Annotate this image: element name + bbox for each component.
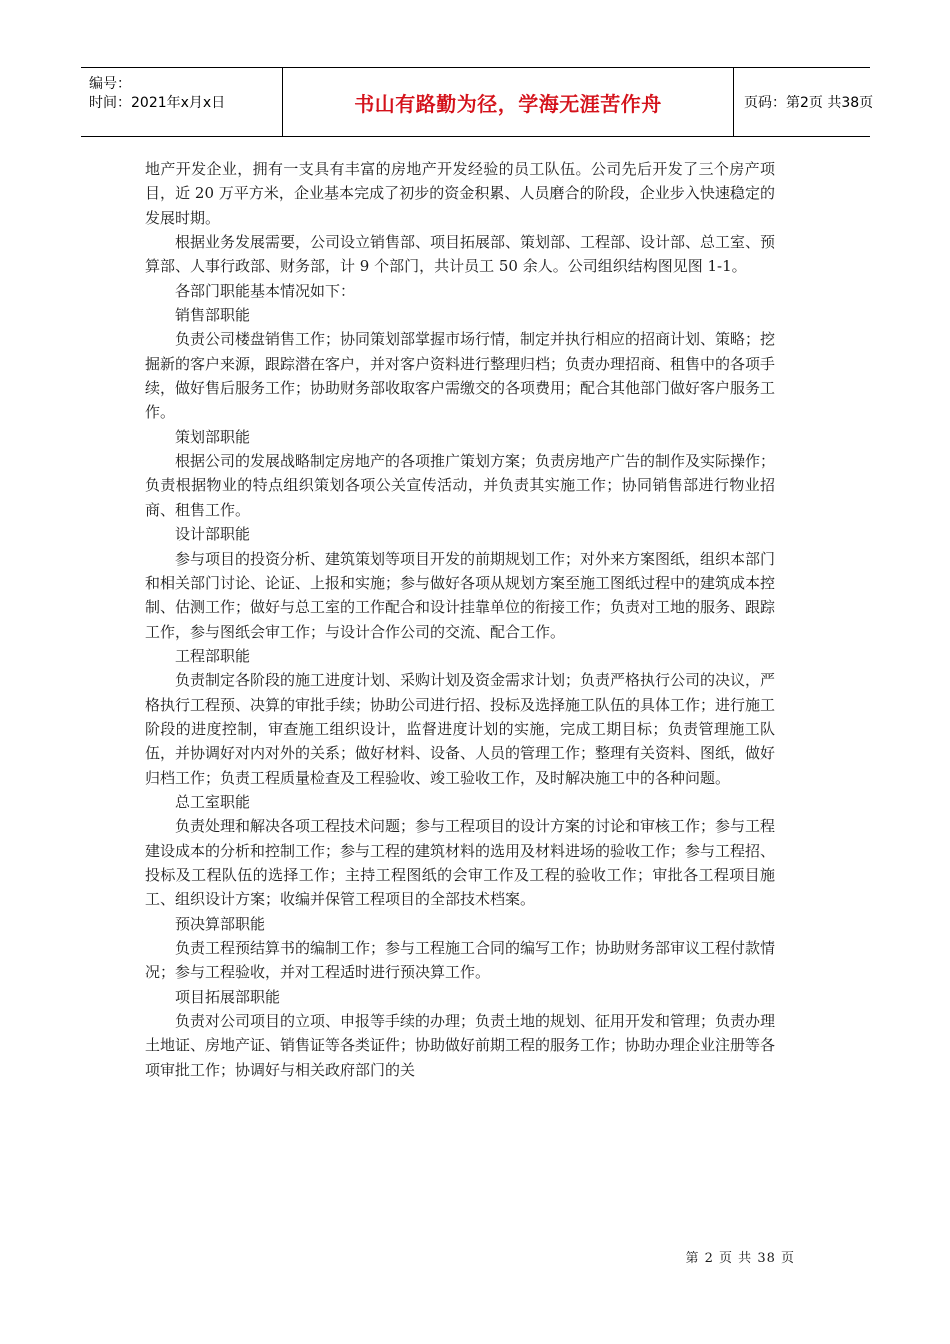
body-paragraph: 根据公司的发展战略制定房地产的各项推广策划方案；负责房地产广告的制作及实际操作；负责根据物业的特点组织策划各项公关宣传活动，并负责其实施工作；协同销售部进行物业招商、租售工作。 [145,452,776,519]
body-paragraph: 负责工程预结算书的编制工作；参与工程施工合同的编写工作；协助财务部审议工程付款情况；参与工程验收，并对工程适时进行预决算工作。 [145,939,776,982]
document-number-label: 编号： [89,76,131,92]
body-paragraph: 地产开发企业，拥有一支具有丰富的房地产开发经验的员工队伍。公司先后开发了三个房产项目，近 20 万平方米，企业基本完成了初步的资金积累、人员磨合的阶段，企业步入快速稳定的发展时期。 [145,160,775,227]
page-footer: 第 2 页 共 38 页 [685,1251,795,1266]
header-meta [81,68,283,136]
section-heading: 工程部职能 [175,646,251,665]
document-body [145,157,775,1082]
header-page-info: 页码：第2页 共38页 [744,95,874,111]
document-date: 时间：2021年x月x日 [89,95,226,111]
section-heading: 设计部职能 [175,525,251,544]
section-heading: 策划部职能 [175,427,251,446]
page-header [81,67,874,137]
body-paragraph: 负责制定各阶段的施工进度计划、采购计划及资金需求计划；负责严格执行公司的决议，严格执行工程预、决算的审批手续；协助公司进行招、投标及选择施工队伍的具体工作；进行施工阶段的进度控制，审查施工组织设计，监督进度计划的实施，完成工期目标；负责管理施工队伍，并协调好对内对外的关系；做好材料、设备、人员的管理工作；整理有关资料、图纸，做好归档工作；负责工程质量检查及工程验收、竣工验收工作，及时解决施工中的各种问题。 [145,671,776,787]
body-paragraph: 负责公司楼盘销售工作；协同策划部掌握市场行情，制定并执行相应的招商计划、策略；挖掘新的客户来源，跟踪潜在客户，并对客户资料进行整理归档；负责办理招商、租售中的各项手续，做好售后服务工作；协助财务部收取客户需缴交的各项费用；配合其他部门做好客户服务工作。 [145,330,776,422]
body-paragraph: 负责处理和解决各项工程技术问题；参与工程项目的设计方案的讨论和审核工作；参与工程建设成本的分析和控制工作；参与工程的建筑材料的选用及材料进场的验收工作；参与工程招、投标及工程队伍的选择工作；主持工程图纸的会审工作及工程的验收工作；审批各工程项目施工、组织设计方案；收编并保管工程项目的全部技术档案。 [145,817,776,909]
section-heading: 销售部职能 [175,306,251,325]
header-motto-cell [283,68,734,136]
body-paragraph: 负责对公司项目的立项、申报等手续的办理；负责土地的规划、征用开发和管理；负责办理土地证、房地产证、销售证等各类证件；协助做好前期工程的服务工作；协助办理企业注册等各项审批工作；协调好与相关政府部门的关 [145,1012,776,1079]
body-paragraph: 参与项目的投资分析、建筑策划等项目开发的前期规划工作；对外来方案图纸，组织本部门和相关部门讨论、论证、上报和实施；参与做好各项从规划方案至施工图纸过程中的建筑成本控制、估测工作；做好与总工室的工作配合和设计挂靠单位的衔接工作；负责对工地的服务、跟踪工作，参与图纸会审工作；与设计合作公司的交流、配合工作。 [145,549,776,641]
section-heading: 预决算部职能 [175,914,266,933]
body-paragraph: 根据业务发展需要，公司设立销售部、项目拓展部、策划部、工程部、设计部、总工室、预算部、人事行政部、财务部，计 9 个部门，共计员工 50 余人。公司组织结构图见图 1-1。 [145,233,776,276]
section-heading: 各部门职能基本情况如下： [175,281,356,300]
header-motto: 书山有路勤为径，学海无涯苦作舟 [354,91,662,116]
section-heading: 总工室职能 [175,792,251,811]
section-heading: 项目拓展部职能 [175,987,281,1006]
